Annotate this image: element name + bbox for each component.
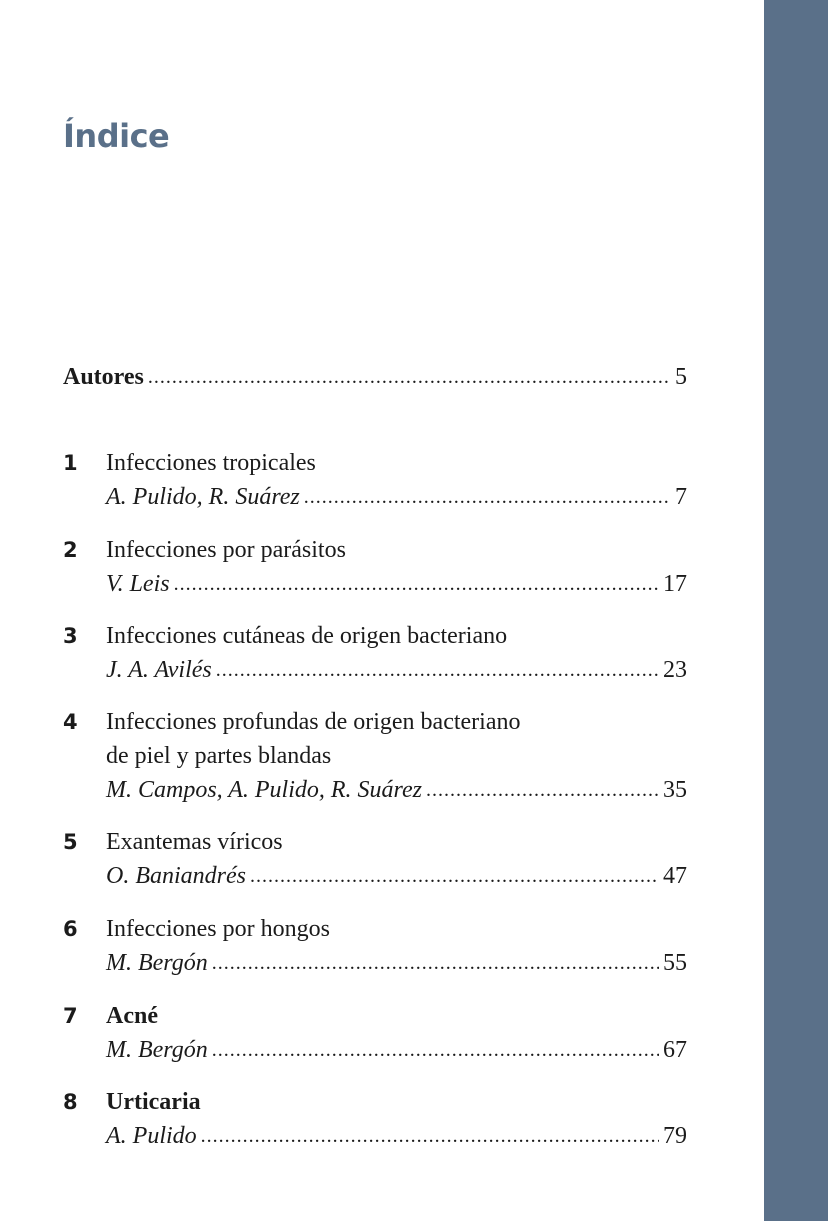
dot-leader [212, 948, 659, 978]
chapter-authors: A. Pulido, R. Suárez [106, 484, 300, 510]
chapter-author-row[interactable] [106, 1121, 687, 1151]
chapter-title-row[interactable] [106, 448, 687, 478]
chapter-author-row[interactable] [106, 775, 687, 805]
dot-leader [212, 1035, 659, 1065]
chapter-title: Infecciones cutáneas de origen bacteriano [106, 623, 508, 649]
page-number: 17 [663, 571, 687, 597]
chapter-title-row[interactable] [106, 621, 687, 651]
chapter-author-row[interactable] [106, 948, 687, 978]
chapter-title: Exantemas víricos [106, 829, 283, 855]
chapter-author-row[interactable] [106, 1035, 687, 1065]
chapter-number: 6 [63, 917, 78, 941]
chapter-title: Infecciones profundas de origen bacteriano [106, 709, 521, 735]
chapter-title: Acné [106, 1003, 158, 1029]
chapter-title-row-continued[interactable] [106, 741, 687, 771]
chapter-authors: M. Bergón [106, 950, 208, 976]
chapter-title-row[interactable] [106, 827, 687, 857]
chapter-title-row[interactable] [106, 535, 687, 565]
toc-entry-autores[interactable] [63, 362, 687, 392]
dot-leader [201, 1121, 659, 1151]
chapter-title: Urticaria [106, 1089, 201, 1115]
chapter-number: 1 [63, 451, 78, 475]
chapter-title: Infecciones por hongos [106, 916, 330, 942]
chapter-author-row[interactable] [106, 861, 687, 891]
page-number: 23 [663, 657, 687, 683]
chapter-number: 5 [63, 830, 78, 854]
dot-leader [304, 482, 671, 512]
chapter-number: 3 [63, 624, 78, 648]
chapter-number: 2 [63, 538, 78, 562]
page-number: 79 [663, 1123, 687, 1149]
chapter-authors: O. Baniandrés [106, 863, 246, 889]
page-title: Índice [63, 117, 170, 155]
chapter-number: 4 [63, 710, 78, 734]
chapter-title: de piel y partes blandas [106, 743, 332, 769]
dot-leader [250, 861, 659, 891]
dot-leader [216, 655, 659, 685]
page-number: 5 [675, 364, 687, 390]
chapter-title-row[interactable] [106, 1001, 687, 1031]
chapter-authors: M. Campos, A. Pulido, R. Suárez [106, 777, 422, 803]
chapter-author-row[interactable] [106, 655, 687, 685]
chapter-authors: A. Pulido [106, 1123, 197, 1149]
page-number: 67 [663, 1037, 687, 1063]
chapter-number: 8 [63, 1090, 78, 1114]
dot-leader [148, 362, 671, 392]
chapter-authors: J. A. Avilés [106, 657, 212, 683]
page-number: 47 [663, 863, 687, 889]
chapter-title-row[interactable] [106, 914, 687, 944]
chapter-title: Infecciones por parásitos [106, 537, 346, 563]
page-number: 7 [675, 484, 687, 510]
page-number: 35 [663, 777, 687, 803]
chapter-title: Infecciones tropicales [106, 450, 316, 476]
chapter-author-row[interactable] [106, 482, 687, 512]
chapter-number: 7 [63, 1004, 78, 1028]
chapter-authors: M. Bergón [106, 1037, 208, 1063]
dot-leader [174, 569, 659, 599]
side-color-bar [764, 0, 828, 1221]
entry-label: Autores [63, 364, 144, 390]
chapter-title-row[interactable] [106, 707, 687, 737]
page-number: 55 [663, 950, 687, 976]
dot-leader [426, 775, 659, 805]
chapter-title-row[interactable] [106, 1087, 687, 1117]
chapter-authors: V. Leis [106, 571, 170, 597]
chapter-author-row[interactable] [106, 569, 687, 599]
